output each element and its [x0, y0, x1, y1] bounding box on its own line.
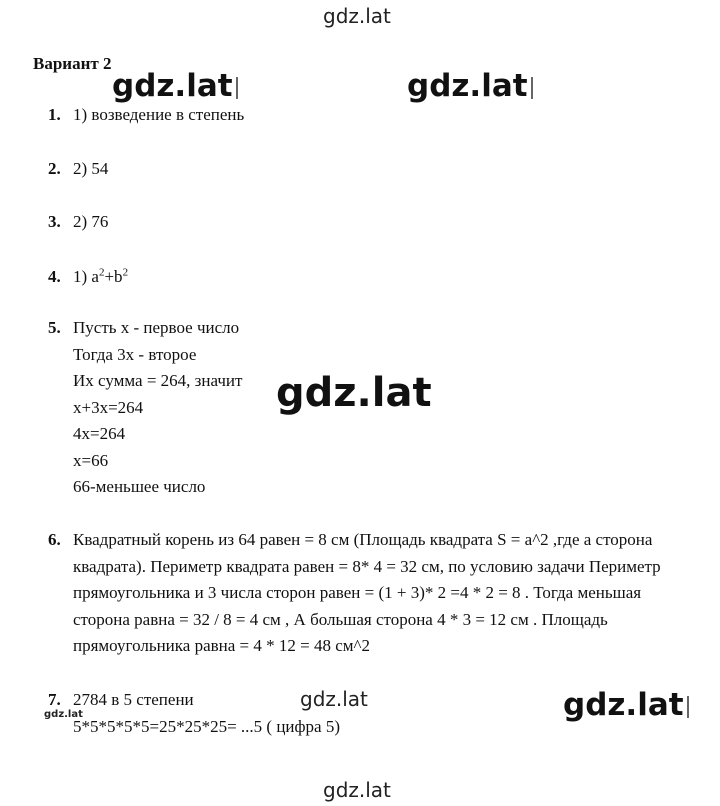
answer-number: 6.: [48, 530, 61, 549]
solution-line: Их сумма = 264, значит: [73, 371, 243, 390]
watermark-left: gdz.lat: [112, 68, 238, 104]
variant-title: Вариант 2: [33, 54, 112, 73]
solution-line: х=66: [73, 450, 109, 470]
solution-line: Пусть х - первое число: [73, 318, 240, 337]
answer-text: 2) 76: [73, 212, 109, 231]
watermark-right: gdz.lat: [407, 68, 533, 104]
answer-text: 1) $a^2+b^2$: [73, 266, 129, 286]
answer-number: 4.: [48, 267, 61, 286]
answer-number: 3.: [48, 212, 61, 231]
watermark-mid-bottom: gdz.lat: [300, 687, 368, 711]
answer-number: 7.: [48, 690, 61, 709]
answer-text: 1) возведение в степень: [73, 105, 245, 124]
answer-text: 2) 54: [73, 159, 109, 178]
watermark-center: gdz.lat: [276, 370, 432, 416]
solution-line: х+3х=264: [73, 397, 144, 417]
watermark-tiny: gdz.lat: [44, 709, 83, 720]
answer-number: 5.: [48, 318, 61, 337]
solution-line: 2784 в 5 степени: [73, 690, 194, 709]
solution-line: 4х=264: [73, 424, 126, 443]
answer-number: 2.: [48, 159, 61, 178]
answer-number: 1.: [48, 105, 61, 124]
watermark-bottom: gdz.lat: [323, 778, 391, 802]
solution-line: 66-меньшее число: [73, 477, 206, 496]
solution-line: Тогда 3х - второе: [73, 344, 197, 364]
watermark-top: gdz.lat: [323, 4, 391, 28]
answer-paragraph: Квадратный корень из 64 равен = 8 см (Площадь квадрата S = a^2 ,где а сторона квадрата). Периметр квадрата равен = 8* 4 = 32 см, по условию задачи Периметр прямоугольника и 3 числа сторон равен = (1 + 3)* 2 =4 * 2 = 8 . Тогда меньшая сторона равна = 32 / 8 = 4 см , А большая сторона 4 * 3 = 12 см . Площадь прямоугольника равна = 4 * 12 = 48 см^2: [73, 530, 661, 655]
watermark-bottom-right: gdz.lat: [563, 687, 689, 723]
solution-line: 5*5*5*5*5=25*25*25= ...5 ( цифра 5): [73, 717, 341, 736]
